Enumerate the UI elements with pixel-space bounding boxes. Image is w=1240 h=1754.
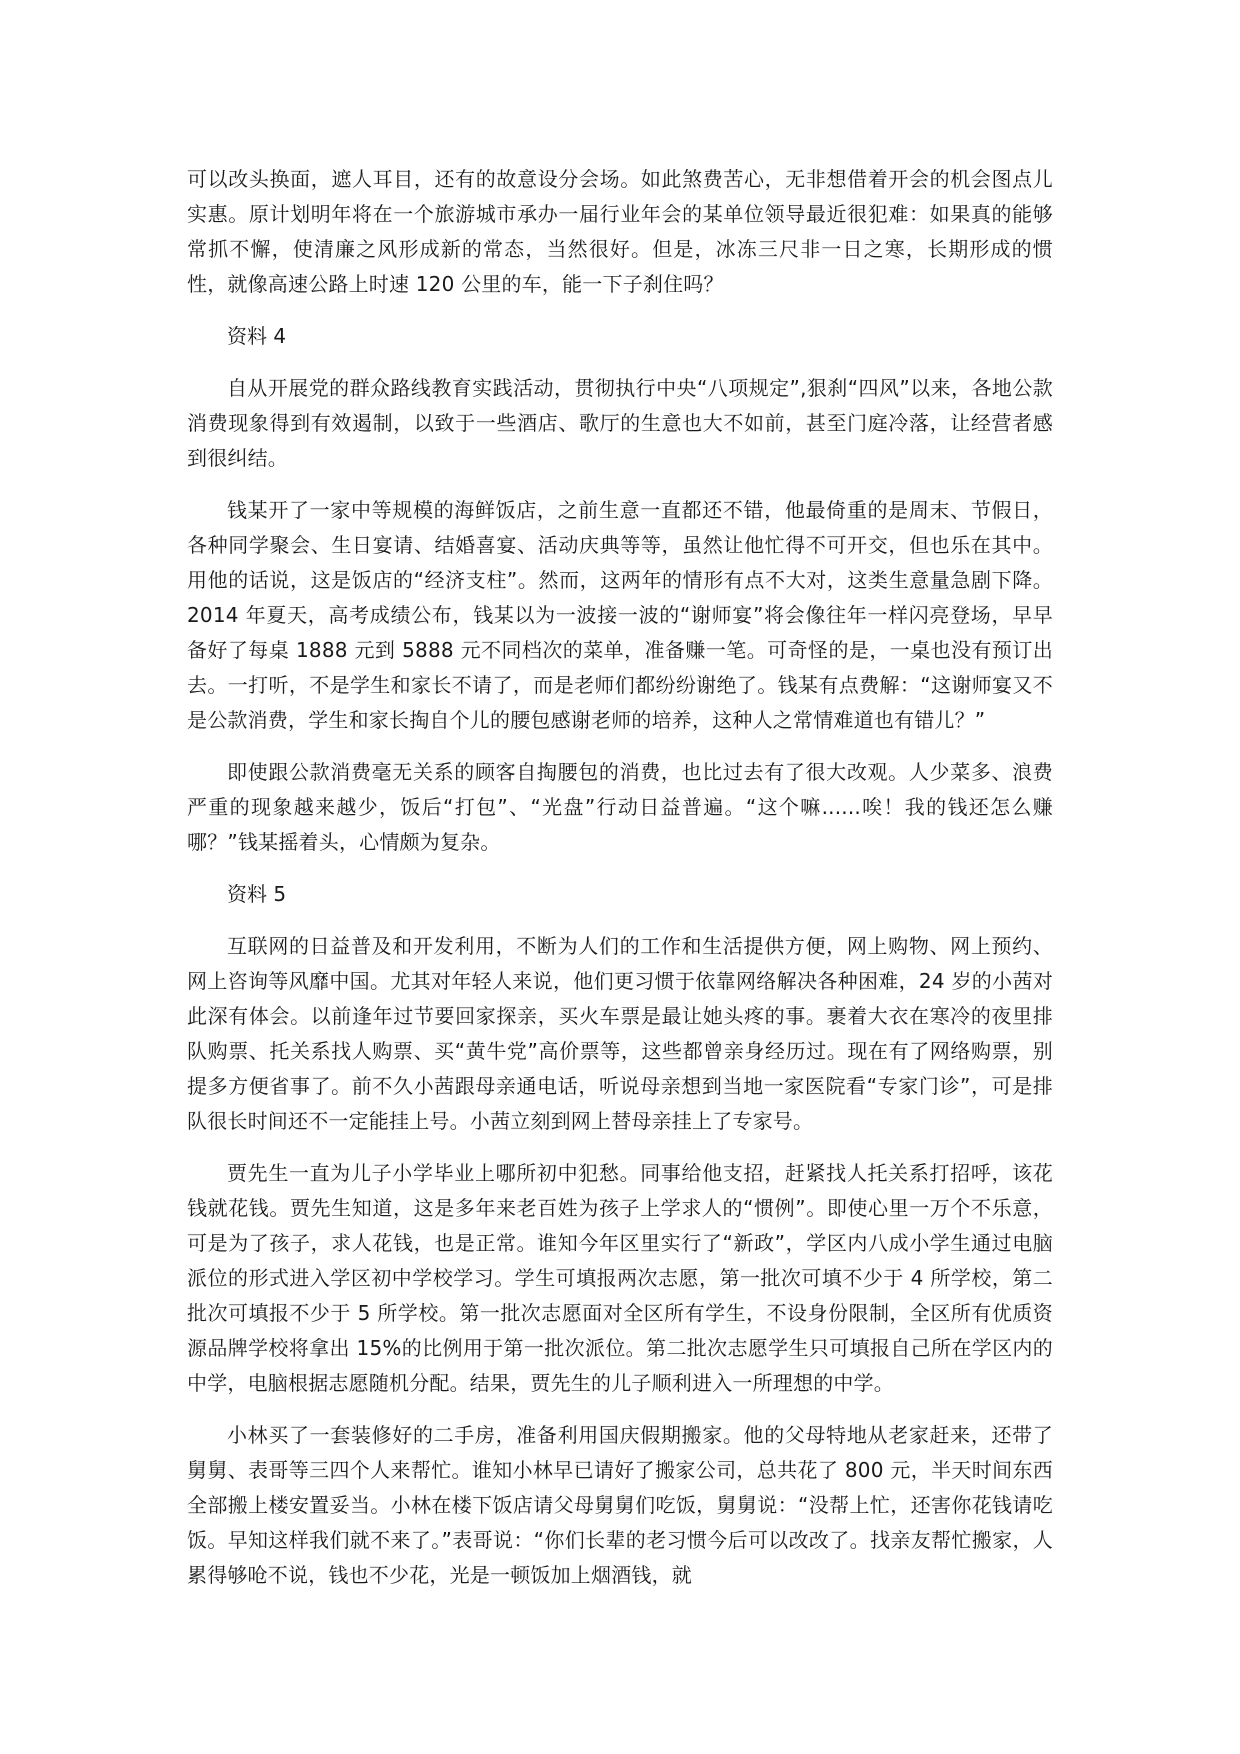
paragraph-customer-consumption: 即使跟公款消费毫无关系的顾客自掏腰包的消费，也比过去有了很大改观。人少菜多、浪费严重的现象越来越少，饭后“打包”、“光盘”行动日益普遍。“这个嘛......唉！我的钱还怎么赚哪？”钱某摇着头，心情颇为复杂。 xyxy=(187,760,1053,854)
paragraph-seafood-restaurant: 钱某开了一家中等规模的海鲜饭店，之前生意一直都还不错，他最倚重的是周末、节假日，各种同学聚会、生日宴请、结婚喜宴、活动庆典等等，虽然让他忙得不可开交，但也乐在其中。用他的话说，这是饭店的“经济支柱”。然而，这两年的情形有点不大对，这类生意量急剧下降。2014 年夏天，高考成绩公布，钱某以为一波接一波的“谢师宴”将会像往年一样闪亮登场，早早备好了每桌 1888 元到 5888 元不同档次的菜单，准备赚一笔。可奇怪的是，一桌也没有预订出去。一打听，不是学生和家长不请了，而是老师们都纷纷谢绝了。钱某有点费解：“这谢师宴又不是公款消费，学生和家长掏自个儿的腰包感谢老师的培养，这种人之常情难道也有错儿？” xyxy=(187,498,1053,732)
section-heading-material-5: 资料 5 xyxy=(227,882,287,906)
document-page xyxy=(187,162,1053,1610)
paragraph-moving-house: 小林买了一套装修好的二手房，准备利用国庆假期搬家。他的父母特地从老家赶来，还带了舅舅、表哥等三四个人来帮忙。谁知小林早已请好了搬家公司，总共花了 800 元，半天时间东西全部搬上楼安置妥当。小林在楼下饭店请父母舅舅们吃饭，舅舅说：“没帮上忙，还害你花钱请吃饭。早知这样我们就不来了。”表哥说：“你们长辈的老习惯今后可以改改了。找亲友帮忙搬家，人累得够呛不说，钱也不少花，光是一顿饭加上烟酒钱，就 xyxy=(187,1423,1053,1587)
paragraph-school-admission: 贾先生一直为儿子小学毕业上哪所初中犯愁。同事给他支招，赶紧找人托关系打招呼，该花钱就花钱。贾先生知道，这是多年来老百姓为孩子上学求人的“惯例”。即使心里一万个不乐意，可是为了孩子，求人花钱，也是正常。谁知今年区里实行了“新政”，学区内八成小学生通过电脑派位的形式进入学区初中学校学习。学生可填报两次志愿，第一批次可填不少于 4 所学校，第二批次可填报不少于 5 所学校。第一批次志愿面对全区所有学生，不设身份限制，全区所有优质资源品牌学校将拿出 15%的比例用于第一批次派位。第二批次志愿学生只可填报自己所在学区内的中学，电脑根据志愿随机分配。结果，贾先生的儿子顺利进入一所理想的中学。 xyxy=(187,1161,1053,1395)
paragraph-public-spending: 自从开展党的群众路线教育实践活动，贯彻执行中央“八项规定”,狠刹“四风”以来，各地公款消费现象得到有效遏制，以致于一些酒店、歌厅的生意也大不如前，甚至门庭冷落，让经营者感到很纠结。 xyxy=(187,376,1053,470)
paragraph-internet-convenience: 互联网的日益普及和开发利用，不断为人们的工作和生活提供方便，网上购物、网上预约、网上咨询等风靡中国。尤其对年轻人来说，他们更习惯于依靠网络解决各种困难，24 岁的小茜对此深有体会。以前逢年过节要回家探亲，买火车票是最让她头疼的事。裹着大衣在寒冷的夜里排队购票、托关系找人购票、买“黄牛党”高价票等，这些都曾亲身经历过。现在有了网络购票，别提多方便省事了。前不久小茜跟母亲通电话，听说母亲想到当地一家医院看“专家门诊”，可是排队很长时间还不一定能挂上号。小茜立刻到网上替母亲挂上了专家号。 xyxy=(187,934,1053,1133)
paragraph-continuation: 可以改头换面，遮人耳目，还有的故意设分会场。如此煞费苦心，无非想借着开会的机会图点儿实惠。原计划明年将在一个旅游城市承办一届行业年会的某单位领导最近很犯难：如果真的能够常抓不懈，使清廉之风形成新的常态，当然很好。但是，冰冻三尺非一日之寒，长期形成的惯性，就像高速公路上时速 120 公里的车，能一下子刹住吗？ xyxy=(187,167,1053,296)
section-heading-material-4: 资料 4 xyxy=(227,324,287,348)
